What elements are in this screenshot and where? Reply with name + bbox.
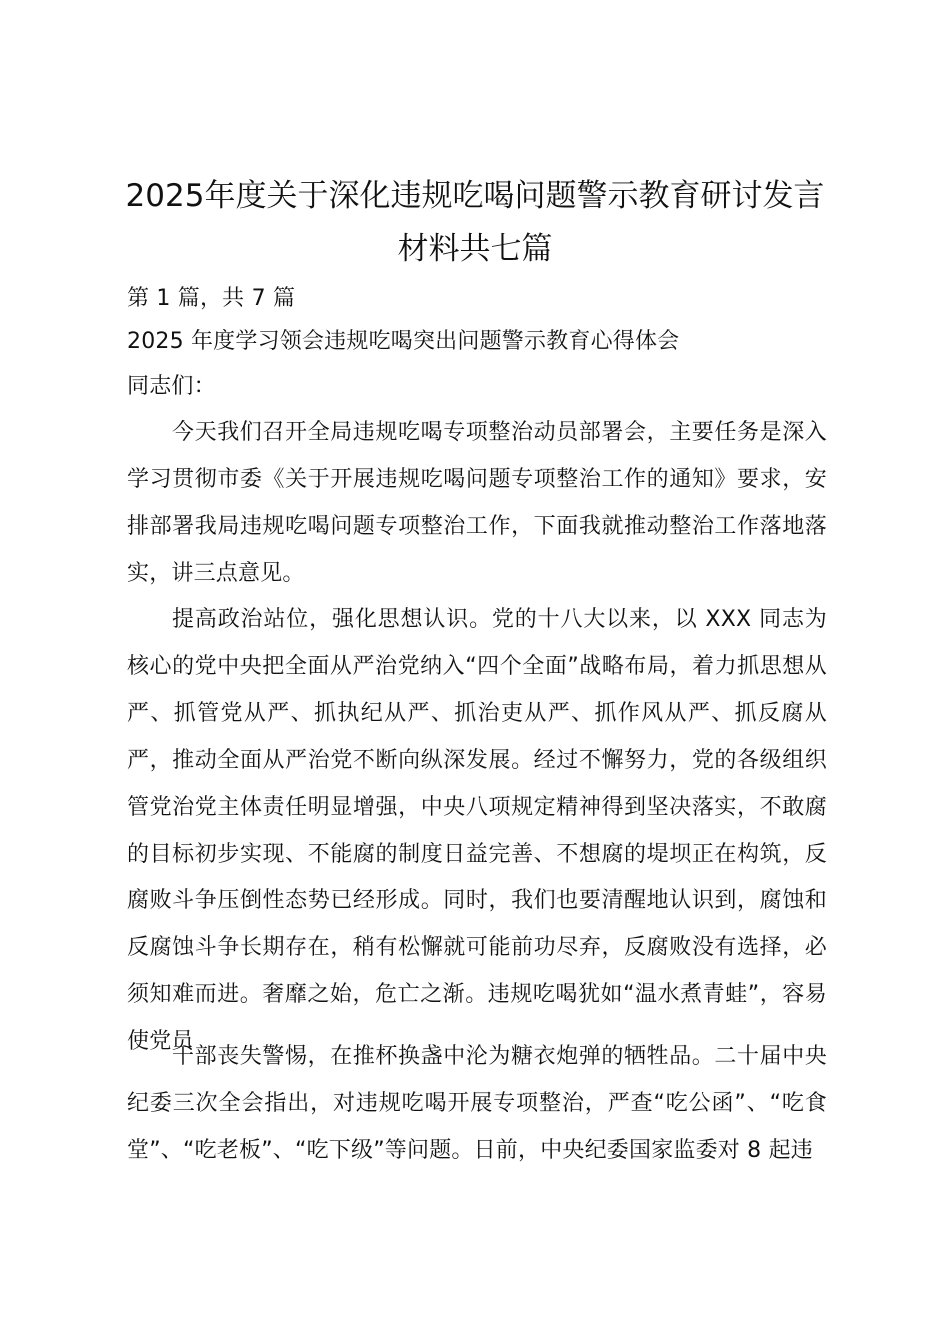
paragraph-2: 提高政治站位，强化思想认识。党的十八大以来，以 XXX 同志为核心的党中央把全面从严治党纳入“四个全面”战略布局，着力抓思想从严、抓管党从严、抓执纪从严、抓治吏从严、抓作风从严、抓反腐从严，推动全面从严治党不断向纵深发展。经过不懈努力，党的各级组织管党治党主体责任明显增强，中央八项规定精神得到坚决落实，不敢腐的目标初步实现、不能腐的制度日益完善、不想腐的堤坝正在构筑，反腐败斗争压倒性态势已经形成。同时，我们也要清醒地认识到，腐蚀和反腐蚀斗争长期存在，稍有松懈就可能前功尽弃，反腐败没有选择，必须知难而进。奢靡之始，危亡之渐。违规吃喝犹如“温水煮青蛙”，容易使党员 xyxy=(127,607,827,1055)
document-title: 2025年度关于深化违规吃喝问题警示教育研讨发言材料共七篇 xyxy=(125,178,825,267)
salutation: 同志们： xyxy=(127,374,216,399)
article-title: 2025 年度学习领会违规吃喝突出问题警示教育心得体会 xyxy=(127,329,680,354)
paragraph-1: 今天我们召开全局违规吃喝专项整治动员部署会，主要任务是深入学习贯彻市委《关于开展违规吃喝问题专项整治工作的通知》要求，安排部署我局违规吃喝问题专项整治工作，下面我就推动整治工作落地落实，讲三点意见。 xyxy=(127,420,827,586)
part-label: 第 1 篇，共 7 篇 xyxy=(127,286,296,311)
paragraph-3: 干部丧失警惕，在推杯换盏中沦为糖衣炮弹的牺牲品。二十届中央纪委三次全会指出，对违规吃喝开展专项整治，严查“吃公函”、“吃食堂”、“吃老板”、“吃下级”等问题。日前，中央纪委国家监委对 8 起违 xyxy=(127,1044,827,1163)
